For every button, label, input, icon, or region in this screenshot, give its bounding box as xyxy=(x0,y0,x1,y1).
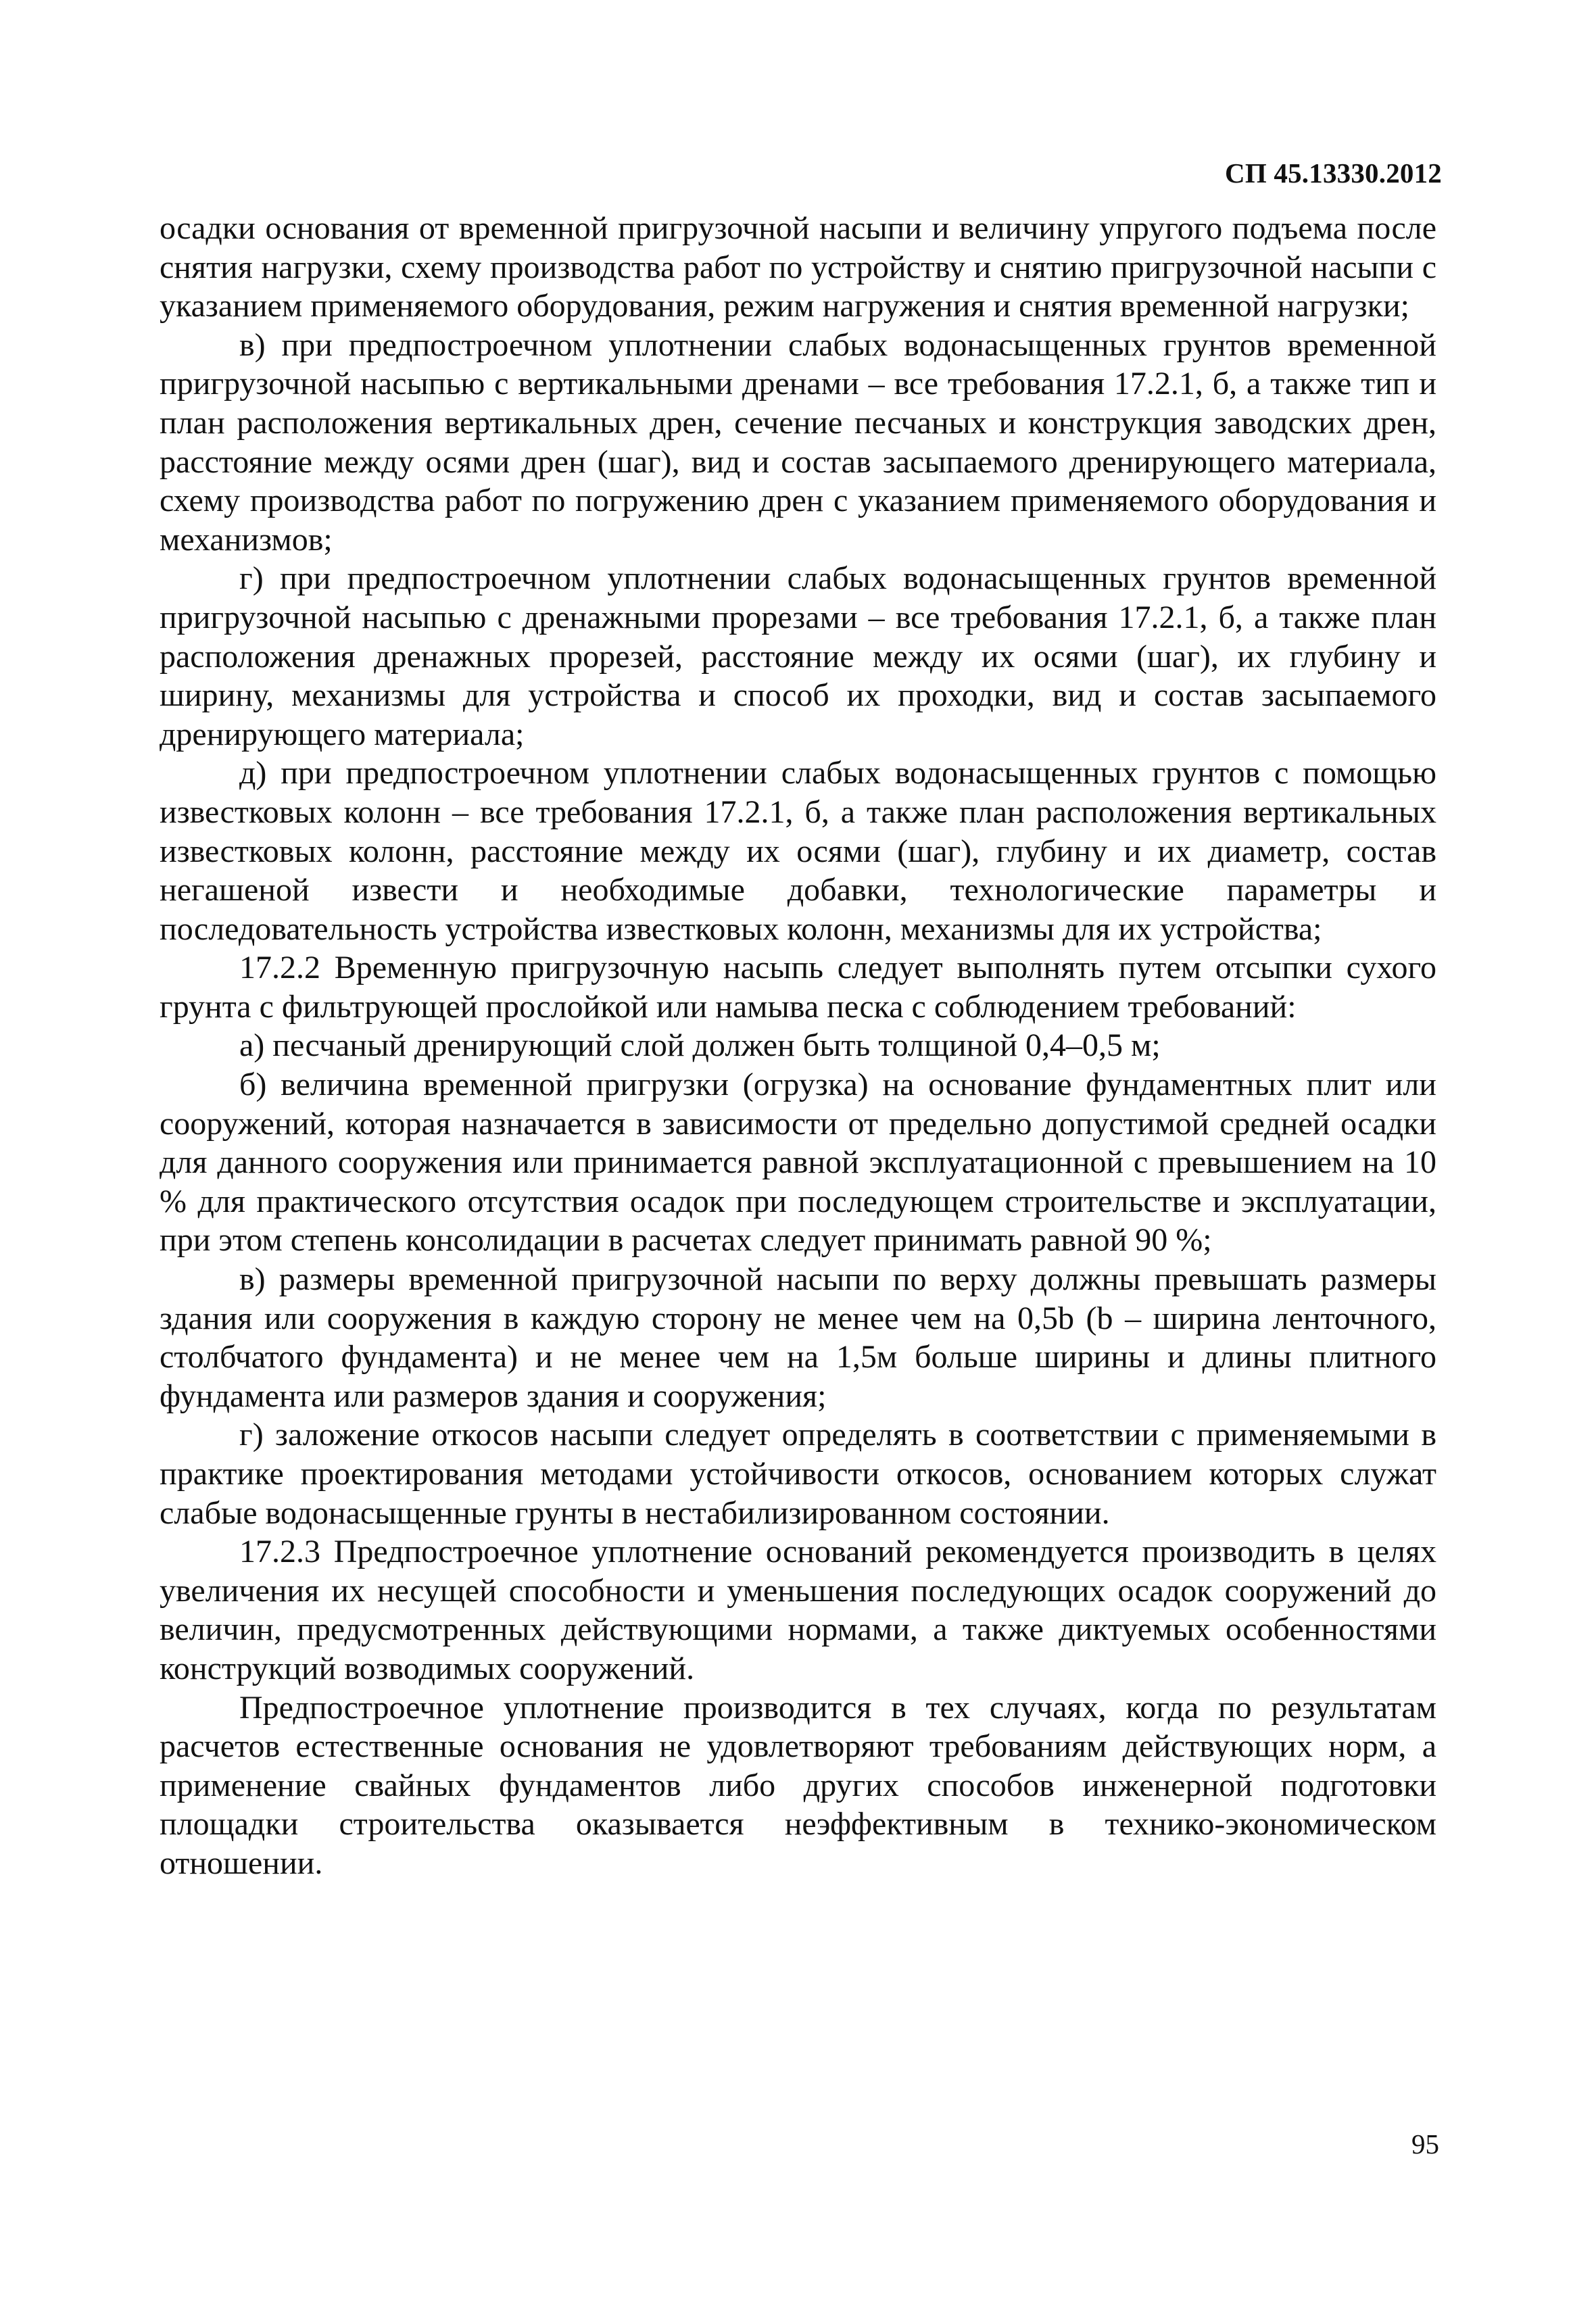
paragraph: д) при предпостроечном уплотнении слабых водонасыщенных грунтов с помощью известковых колонн – все требования 17.2.1, б, а также план расположения вертикальных известковых колонн, расстояние между их осями (шаг), глубину и их диаметр, состав негашеной извести и необходимые добавки, технологические параметры и последовательность устройства известковых колонн, механизмы для их устройства; xyxy=(160,755,1436,947)
paragraph: а) песчаный дренирующий слой должен быть толщиной 0,4–0,5 м; xyxy=(239,1027,1161,1064)
document-body xyxy=(160,209,1436,1883)
paragraph: 17.2.3 Предпостроечное уплотнение оснований рекомендуется производить в целях увеличения их несущей способности и уменьшения последующих осадок сооружений до величин, предусмотренных действующими нормами, а также диктуемых особенностями конструкций возводимых сооружений. xyxy=(160,1534,1436,1686)
paragraph: г) при предпостроечном уплотнении слабых водонасыщенных грунтов временной пригрузочной насыпью с дренажными прорезами – все требования 17.2.1, б, а также план расположения дренажных прорезей, расстояние между их осями (шаг), их глубину и ширину, механизмы для устройства и способ их проходки, вид и состав засыпаемого дренирующего материала; xyxy=(160,560,1436,752)
paragraph: в) размеры временной пригрузочной насыпи по верху должны превышать размеры здания или сооружения в каждую сторону не менее чем на 0,5b (b – ширина ленточного, столбчатого фундамента) и не менее чем на 1,5м больше ширины и длины плитного фундамента или размеров здания и сооружения; xyxy=(160,1261,1436,1414)
paragraph: Предпостроечное уплотнение производится в тех случаях, когда по результатам расчетов естественные основания не удовлетворяют требованиям действующих норм, а применение свайных фундаментов либо других способов инженерной подготовки площадки строительства оказывается неэффективным в технико-экономическом отношении. xyxy=(160,1689,1436,1881)
paragraph: г) заложение откосов насыпи следует определять в соответствии с применяемыми в практике проектирования методами устойчивости откосов, основанием которых служат слабые водонасыщенные грунты в нестабилизированном состоянии. xyxy=(160,1417,1436,1531)
document-code: СП 45.13330.2012 xyxy=(1225,157,1442,189)
paragraph: в) при предпостроечном уплотнении слабых водонасыщенных грунтов временной пригрузочной насыпью с вертикальными дренами – все требования 17.2.1, б, а также тип и план расположения вертикальных дрен, сечение песчаных и конструкция заводских дрен, расстояние между осями дрен (шаг), вид и состав засыпаемого дренирующего материала, схему производства работ по погружению дрен с указанием применяемого оборудования и механизмов; xyxy=(160,326,1436,558)
paragraph: 17.2.2 Временную пригрузочную насыпь следует выполнять путем отсыпки сухого грунта с фильтрующей прослойкой или намыва песка с соблюдением требований: xyxy=(160,950,1436,1025)
paragraph: осадки основания от временной пригрузочной насыпи и величину упругого подъема после снятия нагрузки, схему производства работ по устройству и снятию пригрузочной насыпи с указанием применяемого оборудования, режим нагружения и снятия временной нагрузки; xyxy=(160,210,1436,324)
page-number: 95 xyxy=(1411,2128,1439,2160)
paragraph: б) величина временной пригрузки (огрузка) на основание фундаментных плит или сооружений, которая назначается в зависимости от предельно допустимой средней осадки для данного сооружения или принимается равной эксплуатационной с превышением на 10 % для практического отсутствия осадок при последующем строительстве и эксплуатации, при этом степень консолидации в расчетах следует принимать равной 90 %; xyxy=(160,1067,1436,1259)
